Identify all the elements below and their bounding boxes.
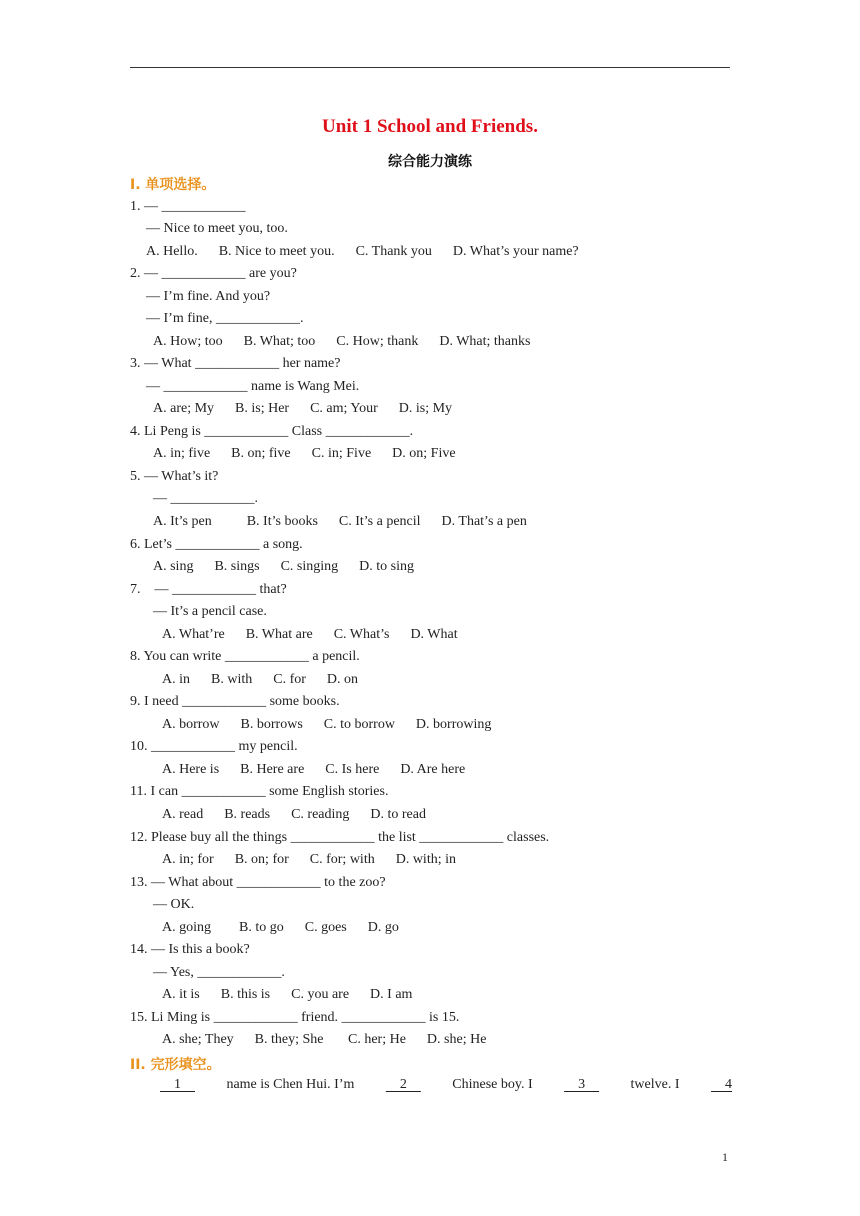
question-line: — Yes, ____________. <box>153 965 285 980</box>
question-line: 8. You can write ____________ a pencil. <box>130 649 360 664</box>
options-line: A. What’re B. What are C. What’s D. What <box>162 627 458 642</box>
question-line: — ____________. <box>153 491 258 506</box>
cloze-text: Chinese boy. I <box>452 1077 533 1092</box>
section-heading-multiple-choice: I. 单项选择。 <box>130 177 216 193</box>
cloze-text: name is Chen Hui. I’m <box>226 1077 355 1092</box>
question-line: 10. ____________ my pencil. <box>130 739 298 754</box>
question-line: — It’s a pencil case. <box>153 604 267 619</box>
options-line: A. Hello. B. Nice to meet you. C. Thank you D. What’s your name? <box>146 244 579 259</box>
header-rule <box>130 67 730 68</box>
question-line: 2. — ____________ are you? <box>130 266 297 281</box>
options-line: A. How; too B. What; too C. How; thank D. What; thanks <box>153 334 531 349</box>
question-line: 15. Li Ming is ____________ friend. ____________ is 15. <box>130 1010 460 1025</box>
options-line: A. read B. reads C. reading D. to read <box>162 807 426 822</box>
options-line: A. it is B. this is C. you are D. I am <box>162 987 413 1002</box>
question-line: 1. — ____________ <box>130 199 246 214</box>
question-line: 12. Please buy all the things ____________ the list ____________ classes. <box>130 830 550 845</box>
options-line: A. Here is B. Here are C. Is here D. Are here <box>162 762 466 777</box>
question-line: 5. — What’s it? <box>130 469 219 484</box>
options-line: A. borrow B. borrows C. to borrow D. borrowing <box>162 717 492 732</box>
question-line: — ____________ name is Wang Mei. <box>146 379 360 394</box>
options-line: A. in; five B. on; five C. in; Five D. on; Five <box>153 446 456 461</box>
cloze-blank: 3 <box>564 1077 600 1092</box>
question-line: — I’m fine, ____________. <box>146 311 304 326</box>
cloze-text: twelve. I <box>630 1077 680 1092</box>
question-line: 3. — What ____________ her name? <box>130 356 341 371</box>
page-subtitle: 综合能力演练 <box>388 154 472 170</box>
cloze-passage-line <box>160 1076 732 1094</box>
question-line: 9. I need ____________ some books. <box>130 694 340 709</box>
page-title: Unit 1 School and Friends. <box>322 116 538 137</box>
options-line: A. It’s pen B. It’s books C. It’s a pencil D. That’s a pen <box>153 514 527 529</box>
options-line: A. she; They B. they; She C. her; He D. she; He <box>162 1032 487 1047</box>
options-line: A. in; for B. on; for C. for; with D. with; in <box>162 852 456 867</box>
options-line: A. sing B. sings C. singing D. to sing <box>153 559 414 574</box>
cloze-blank: 1 <box>160 1077 195 1092</box>
options-line: A. are; My B. is; Her C. am; Your D. is; My <box>153 401 453 416</box>
options-line: A. going B. to go C. goes D. go <box>162 920 399 935</box>
question-line: 13. — What about ____________ to the zoo? <box>130 875 386 890</box>
cloze-blank: 2 <box>385 1077 421 1092</box>
question-line: 14. — Is this a book? <box>130 942 250 957</box>
page-number: 1 <box>722 1150 728 1164</box>
question-line: — Nice to meet you, too. <box>146 221 288 236</box>
question-line: 6. Let’s ____________ a song. <box>130 537 303 552</box>
question-line: — I’m fine. And you? <box>146 289 271 304</box>
question-line: 7. — ____________ that? <box>130 582 287 597</box>
question-line: 11. I can ____________ some English stories. <box>130 784 389 799</box>
cloze-blank: 4 <box>710 1077 732 1092</box>
question-line: — OK. <box>153 897 195 912</box>
section-heading-cloze: II. 完形填空。 <box>130 1057 221 1073</box>
question-line: 4. Li Peng is ____________ Class ____________. <box>130 424 414 439</box>
options-line: A. in B. with C. for D. on <box>162 672 358 687</box>
